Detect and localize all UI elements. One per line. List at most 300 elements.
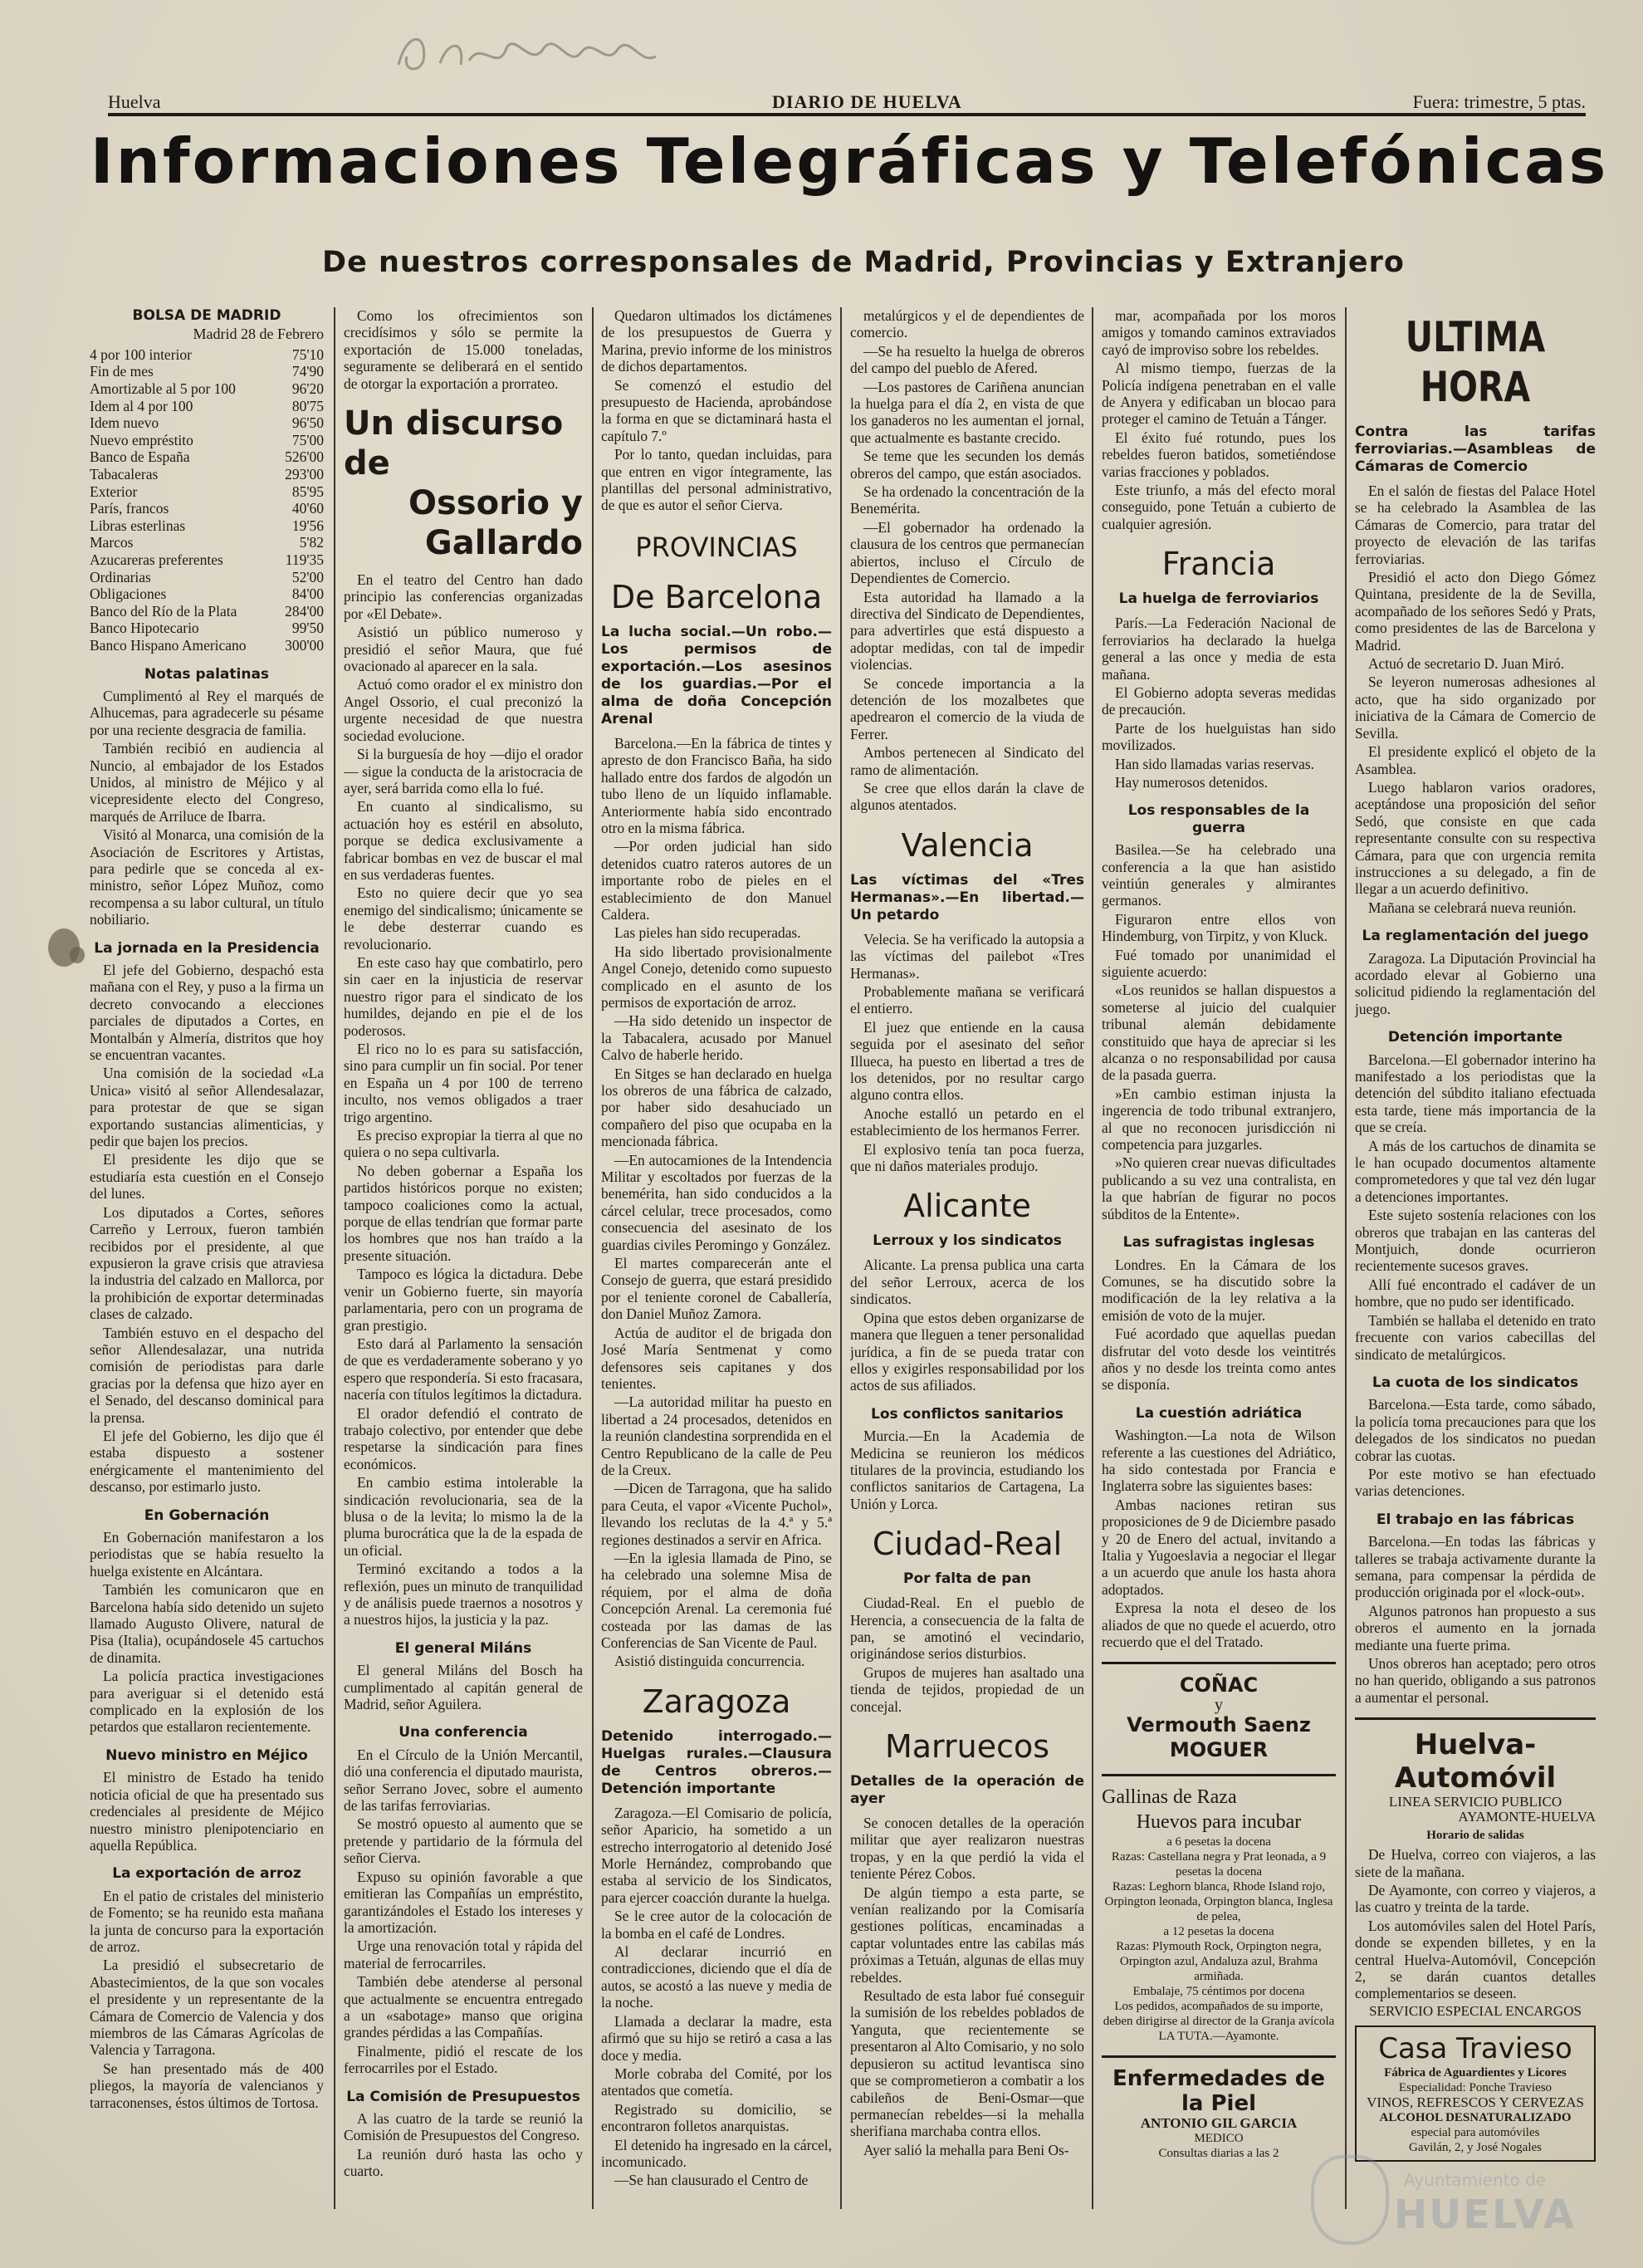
paragraph: En este caso hay que combatirlo, pero sin caer en la injusticia de reservar nuestro rigor para el sindicato de los humildes, dejando en pie el de los poderosos.	[344, 953, 583, 1039]
paragraph: El presidente explicó el objeto de la Asamblea.	[1355, 743, 1596, 777]
paragraph: Grupos de mujeres han asaltado una tienda de tejidos, propiedad de un concejal.	[850, 1663, 1084, 1715]
bolsa-row	[90, 363, 324, 380]
paragraph: No deben gobernar a España los partidos históricos porque no existen; tampoco coaliciones como la actual, porque de ellas tendrían que formar parte los hombres que nos han traído a la presente situación.	[344, 1162, 583, 1264]
paragraph: Al declarar incurrió en contradicciones, diciendo que el día de autos, se acostó a las nueve y media de la noche.	[601, 1943, 832, 2011]
column-rule	[840, 307, 842, 2209]
paragraph: Si la burguesía de hoy —dijo el orador— sigue la conducta de la aristocracia de ayer, será barrida como ella lo fué.	[344, 746, 583, 796]
paragraph: Barcelona.—En la fábrica de tintes y apresto de don Francisco Baña, ha sido hallado entre dos fardos de algodón un tubo lleno de un líquido inflamable. Anteriormente había sido encontrado otro en la misma fábrica.	[601, 734, 832, 836]
paragraph: Los automóviles salen del Hotel París, donde se expenden billetes, y en la central Huelva-Automóvil, Concepción 2, se darán cuantos detalles complementarios se deseen.	[1355, 1917, 1596, 2002]
paragraph: Se comenzó el estudio del presupuesto de Hacienda, aprobándose la forma en que se dictaminará hasta el capítulo 7.º	[601, 376, 832, 444]
headline-alicante: Alicante	[903, 1188, 1031, 1225]
paragraph: De Ayamonte, con correo y viajeros, a las cuatro y treinta de la tarde.	[1355, 1882, 1596, 1916]
column-3	[601, 307, 832, 2217]
paragraph: —Se ha resuelto la huelga de obreros del campo del pueblo de Afered.	[850, 342, 1084, 377]
article-ossorio	[344, 571, 583, 1629]
ad-auto-route: AYAMONTE-HUELVA	[1458, 1809, 1596, 1825]
lead-valencia: Las víctimas del «Tres Hermanas».—En libertad.—Un petardo	[850, 871, 1084, 923]
paragraph: Velecia. Se ha verificado la autopsia a las víctimas del pailebot «Tres Hermanas».	[850, 930, 1084, 982]
paragraph: Unos obreros han aceptado; pero otros no han querido, obligando a sus patronos a aumentar el personal.	[1355, 1655, 1596, 1706]
paragraph: El detenido ha ingresado en la cárcel, incomunicado.	[601, 2136, 832, 2170]
bolsa-name: Libras esterlinas	[90, 517, 186, 534]
lead-marruecos: Detalles de la operación de ayer	[850, 1773, 1084, 1807]
ad-gallinas-sub: Huevos para incubar	[1136, 1811, 1302, 1834]
paragraph: —Por orden judicial han sido detenidos cuatro rateros autores de un importante robo de pieles en el establecimiento de don Manuel Caldera.	[601, 838, 832, 923]
bolsa-name: Azucareras preferentes	[90, 551, 223, 568]
ad-travieso-l5: especial para automóviles	[1411, 2125, 1540, 2139]
paragraph: La presidió el subsecretario de Abastecimientos, de la que son vocales el presidente y un representante de la Cámara de Comercio de Valencia y dos miembros de las Cámaras Agrícolas de Valencia y Tarragona.	[90, 1957, 324, 2059]
article-exportacion-arroz	[90, 1888, 324, 2111]
paragraph: Finalmente, pidió el rescate de los ferrocarriles por el Estado.	[344, 2042, 583, 2077]
article-conferencia	[344, 1746, 583, 2077]
bolsa-value: 75'00	[291, 431, 324, 448]
paragraph: Quedaron ultimados los dictámenes de los presupuestos de Guerra y Marina, previo informe de los ministros de dichos departamentos.	[601, 307, 832, 375]
heading-general-milans: El general Miláns	[394, 1639, 532, 1657]
column-rule	[1345, 307, 1347, 2209]
paragraph: Barcelona.—En todas las fábricas y talleres se trabaja activamente durante la semana, para compensar la pérdida de producción originada por el «lock-out».	[1355, 1533, 1596, 1601]
ad-line: Embalaje, 75 céntimos por docena	[1132, 1985, 1305, 1999]
bolsa-name: Banco Hispano Americano	[90, 636, 247, 654]
paragraph: Barcelona.—Esta tarde, como sábado, la policía toma precauciones para que los delegados de los sindicatos no puedan cobrar las cuotas.	[1355, 1396, 1596, 1464]
paragraph: A más de los cartuchos de dinamita se le han ocupado documentos altamente comprometedores y que tal vez dén lugar a detenciones importantes.	[1355, 1137, 1596, 1205]
paragraph: A las cuatro de la tarde se reunió la Comisión de Presupuestos del Congreso.	[344, 2109, 583, 2144]
bolsa-row	[90, 483, 324, 501]
bolsa-name: Banco del Río de la Plata	[90, 602, 237, 620]
column-4	[850, 307, 1084, 2217]
masthead-title: Informaciones Telegráficas y Telefónicas	[90, 125, 1609, 198]
article-general-milans	[344, 1662, 583, 1712]
ad-conac-line1: COÑAC	[1179, 1673, 1259, 1697]
ad-conac-line4: MOGUER	[1169, 1738, 1269, 1762]
ad-enfermedades-piel	[1102, 2055, 1336, 2161]
header-newspaper-name: DIARIO DE HUELVA	[772, 91, 962, 112]
city-seal-icon	[1311, 2155, 1389, 2245]
bolsa-name: París, francos	[90, 500, 169, 517]
bolsa-value: 40'60	[291, 500, 324, 517]
paragraph: —Los pastores de Cariñena anuncian la huelga para el día 2, en vista de que los ganaderos no les aumentan el jornal, que actualmente es bastante crecido.	[850, 378, 1084, 446]
article-zaragoza-cont	[850, 307, 1084, 814]
bolsa-value: 293'00	[285, 465, 324, 483]
column-2	[344, 307, 583, 2217]
bolsa-value: 99'50	[291, 620, 324, 637]
bolsa-value: 74'90	[291, 363, 324, 380]
paragraph: En Gobernación manifestaron a los periodistas que se había resuelto la huelga existente en Alcántara.	[90, 1529, 324, 1580]
article-exportacion-cont	[344, 307, 583, 392]
paragraph: Actuó de secretario D. Juan Miró.	[1368, 655, 1565, 673]
heading-detencion-importante: Detención importante	[1387, 1029, 1563, 1046]
paragraph: Asistió un público numeroso y presidió el señor Maura, que fué ovacionado al aparecer en la sala.	[344, 624, 583, 675]
headline-discurso-line1: Un discurso de	[344, 404, 564, 483]
headline-francia: Francia	[1161, 546, 1276, 583]
header-rule	[108, 113, 1586, 116]
bolsa-row	[90, 466, 324, 483]
bolsa-value: 75'10	[291, 345, 324, 363]
column-rule	[1092, 307, 1093, 2209]
paragraph: Murcia.—En la Academia de Medicina se reunieron los médicos titulares de la provincia, estudiando los conflictos sanitarios de Cartagena, La Unión y Lorca.	[850, 1428, 1084, 1512]
watermark-top: Ayuntamiento de	[1404, 2170, 1547, 2190]
ad-piel-name: ANTONIO GIL GARCIA	[1140, 2115, 1298, 2132]
paragraph: Al mismo tiempo, fuerzas de la Policía indígena penetraban en el valle de Anyera y edificaban un blocao para proteger el camino de Tetuán a Tánger.	[1102, 360, 1336, 428]
headline-barcelona: De Barcelona	[610, 578, 823, 615]
paragraph: »En cambio estiman injusta la ingerencia de todo tribunal extranjero, al que no reconocen jurisdicción ni competencia para juzgarles.	[1102, 1085, 1336, 1154]
paragraph: —El gobernador ha ordenado la clausura de los centros que permanecían abiertos, incluso el Círculo de Dependientes de Comercio.	[850, 518, 1084, 587]
bolsa-value: 5'82	[299, 534, 324, 551]
heading-conferencia: Una conferencia	[399, 1724, 528, 1741]
paragraph: Actuó como orador el ex ministro don Angel Ossorio, el cual preconizó la urgente necesidad de que nuestra sociedad evolucione.	[344, 676, 583, 744]
paragraph: Esta autoridad ha llamado a la directiva del Sindicato de Dependientes, para advertirles que está dispuesto a adoptar medidas, con tal de impedir violencias.	[850, 588, 1084, 674]
heading-conflictos-sanitarios: Los conflictos sanitarios	[871, 1405, 1064, 1423]
bolsa-title: BOLSA DE MADRID	[132, 307, 281, 324]
bolsa-value: 80'75	[291, 397, 324, 414]
heading-comision-presupuestos: La Comisión de Presupuestos	[346, 2088, 580, 2105]
paragraph: Se teme que les secunden los demás obreros del campo, que están asociados.	[850, 448, 1084, 482]
bolsa-row	[90, 603, 324, 620]
heading-cuota-sindicatos: La cuota de los sindicatos	[1372, 1374, 1579, 1391]
ad-piel-hours: Consultas diarias a las 2	[1158, 2147, 1279, 2161]
paragraph: mar, acompañada por los moros amigos y tomando caminos extraviados cayó de improviso sobre los rebeldes.	[1102, 307, 1336, 358]
bolsa-row	[90, 620, 324, 637]
bolsa-date: Madrid 28 de Febrero	[193, 326, 324, 343]
paragraph: También debe atenderse al personal que actualmente se encuentra entregado a un «sabotage» manso que origina grandes pérdidas a las Compañías.	[344, 1973, 583, 2041]
paragraph: Actúa de auditor el de brigada don José María Sentmenat y como defensores seis capitanes y dos tenientes.	[601, 1324, 832, 1392]
paragraph: Basilea.—Se ha celebrado una conferencia a la que han asistido veintiún generales y almirantes germanos.	[1102, 841, 1336, 909]
ad-piel-role: MEDICO	[1194, 2132, 1244, 2146]
paragraph: También recibió en audiencia al Nuncio, al embajador de los Estados Unidos, al ministro de Méjico y al vicepresidente electo del Congreso, marqués de Arriluce de Ibarra.	[90, 740, 324, 825]
heading-trabajo-fabricas: El trabajo en las fábricas	[1376, 1511, 1575, 1528]
paragraph: metalúrgicos y el de dependientes de comercio.	[850, 307, 1084, 341]
paragraph: Fué tomado por unanimidad el siguiente acuerdo:	[1102, 946, 1336, 980]
paragraph: Como los ofrecimientos son crecidísimos y sólo se permite la exportación de 15.000 toneladas, seguramente se deliberará en el sentido de otorgar la exportación a prorrateo.	[344, 307, 583, 392]
bolsa-value: 85'95	[291, 483, 324, 500]
ad-auto-title: Huelva-Automóvil	[1394, 1728, 1557, 1795]
article-marruecos-cont	[1102, 307, 1336, 532]
paragraph: El explosivo tenía tan poca fuerza, que ni daños materiales produjo.	[850, 1140, 1084, 1175]
heading-ministro-mejico: Nuevo ministro en Méjico	[105, 1746, 308, 1764]
paragraph: Ciudad-Real. En el pueblo de Herencia, a consecuencia de la falta de pan, se amotinó el vecindario, originándose serios disturbios.	[850, 1594, 1084, 1663]
bolsa-value: 526'00	[285, 448, 324, 466]
paragraph: Se concede importancia a la detención de los mozalbetes que apedrearon el comercio de la viuda de Ferrer.	[850, 674, 1084, 742]
heading-jornada-presidencia: La jornada en la Presidencia	[94, 939, 320, 957]
bolsa-row	[90, 346, 324, 364]
paragraph: En cuanto al sindicalismo, su actuación hoy es estéril en absoluto, porque se dedica exclusivamente a fabricar bombas en vez de buscar el mal en sus verdaderas fuentes.	[344, 798, 583, 883]
ad-travieso-title: Casa Travieso	[1378, 2031, 1572, 2065]
watermark-text: HUELVA	[1394, 2192, 1576, 2238]
article-barcelona	[601, 735, 832, 1670]
paragraph: Visitó al Monarca, una comisión de la Asociación de Escritores y Artistas, para pedirle que se conceda al ex-ministro, señor López Muñoz, como recompensa a su labor cultural, un título nobiliario.	[90, 826, 324, 928]
ad-conac-line3: Vermouth Saenz	[1127, 1713, 1311, 1737]
bolsa-value: 84'00	[291, 585, 324, 603]
paragraph: El rico no lo es para su satisfacción, sino para cumplir un fin social. Por tener en España un 4 por 100 de terreno inculto, nos vemos obligados a traer trigo argentino.	[344, 1041, 583, 1125]
heading-gobernacion: En Gobernación	[144, 1506, 270, 1524]
heading-reglamentacion-juego: La reglamentación del juego	[1362, 928, 1589, 945]
paragraph: Por este motivo se han efectuado varias detenciones.	[1355, 1465, 1596, 1500]
ad-gallinas-lines	[1102, 1834, 1336, 2044]
article-notas-palatinas	[90, 688, 324, 928]
bolsa-row	[90, 414, 324, 432]
paragraph: El jefe del Gobierno, les dijo que él estaba dispuesto a sostener enérgicamente el mantenimiento del descanso, por estimarlo justo.	[90, 1427, 324, 1496]
ad-line: a 6 pesetas la docena	[1166, 1835, 1271, 1849]
heading-responsables-guerra: Los responsables de la guerra	[1127, 802, 1310, 836]
ad-travieso-l1: Fábrica de Aguardientes y Licores	[1384, 2065, 1567, 2079]
paragraph: Se leyeron numerosas adhesiones al acto, que ha sido organizado por iniciativa de la Cámara de Comercio de Sevilla.	[1355, 674, 1596, 742]
article-presupuestos-cont	[601, 307, 832, 514]
article-ministro-mejico	[90, 1769, 324, 1854]
paragraph: —Dicen de Tarragona, que ha salido para Ceuta, el vapor «Vicente Puchol», llevando los reclutas de la 4.ª y 5.ª regiones destinados a servir en Africa.	[601, 1480, 832, 1548]
bolsa-name: 4 por 100 interior	[90, 345, 192, 363]
article-conflictos-sanitarios	[850, 1428, 1084, 1512]
header-subscription-price: Fuera: trimestre, 5 ptas.	[1412, 91, 1586, 112]
article-jornada-presidencia	[90, 962, 324, 1496]
paragraph: »No quieren crear nuevas dificultades publicando a su vez una contralista, en la que habrían de figurar no pocos súbditos de la Entente».	[1102, 1154, 1336, 1222]
paragraph: Tampoco es lógica la dictadura. Debe venir un Gobierno fuerte, sin mayoría parlamentaria, pero con un programa de gran prestigio.	[344, 1266, 583, 1334]
bolsa-name: Marcos	[90, 534, 134, 551]
paragraph: Una comisión de la sociedad «La Unica» visitó al señor Allendesalazar, para protestar de que se sigan exportando sustancias alimenticias, y pedir que bajen los precios.	[90, 1065, 324, 1150]
paragraph: Alicante. La prensa publica una carta del señor Lerroux, acerca de los sindicatos.	[850, 1256, 1084, 1308]
ad-huelva-automovil	[1355, 1717, 1596, 2019]
paragraph: Los diputados a Cortes, señores Carreño y Lerroux, fueron también recibidos por el presidente, al que expusieron la grave crisis que atraviesa la industria del calzado en Mallorca, por la prohibición de exportar determinadas clases de calzado.	[90, 1203, 324, 1323]
paragraph: Es preciso expropiar la tierra al que no quiera o no sepa cultivarla.	[344, 1127, 583, 1161]
section-provincias: PROVINCIAS	[635, 531, 798, 563]
paragraph: Presidió el acto don Diego Gómez Quintana, presidente de la de Sevilla, acompañado de los señores Sedó y Prats, como presidentes de las de Barcelona y Madrid.	[1355, 569, 1596, 654]
bolsa-row	[90, 551, 324, 569]
ad-travieso-l6: Gavilán, 2, y José Nogales	[1409, 2140, 1542, 2154]
column-5	[1102, 307, 1336, 2217]
paragraph: La policía practica investigaciones para averiguar si el detenido está complicado en la explosión de los petardos que estallaron recientemente.	[90, 1668, 324, 1736]
bolsa-name: Tabacaleras	[90, 465, 159, 483]
paragraph: El Gobierno adopta severas medidas de precaución.	[1102, 683, 1336, 718]
paragraph: Algunos patronos han propuesto a sus obreros el aumento en la jornada mediante una fuerte prima.	[1355, 1602, 1596, 1653]
bolsa-row	[90, 517, 324, 535]
paragraph: El juez que entiende en la causa seguida por el asesinato del señor Illueca, ha puesto en libertad a tres de los detenidos, por no resultar cargo alguno contra ellos.	[850, 1018, 1084, 1104]
paragraph: En Sitges se han declarado en huelga los obreros de una fábrica de calzado, por haber sido desahuciado un compañero del piso que ocupaba en la mencionada fábrica.	[601, 1065, 832, 1150]
paragraph: Se mostró opuesto al aumento que se pretende y partidario de la fórmula del señor Cierva.	[344, 1815, 583, 1867]
lead-tarifas: Contra las tarifas ferroviarias.—Asambleas de Cámaras de Comercio	[1355, 424, 1596, 475]
paragraph: Terminó excitando a todos a la reflexión, pues un minuto de tranquilidad y de análisis puede traernos a nosotros y a nuestros hijos, la justicia y la paz.	[344, 1560, 583, 1629]
ad-casa-travieso	[1355, 2026, 1596, 2162]
paragraph: El ministro de Estado ha tenido noticia oficial de que ha presentado sus credenciales al presidente de Méjico nuestro ministro plenipotenciario en aquella República.	[90, 1769, 324, 1854]
column-rule	[334, 307, 335, 2209]
article-gobernacion	[90, 1529, 324, 1736]
paragraph: Este sujeto sostenía relaciones con los obreros que trabajan en las canteras del Montjuich, donde ocurrieron recientemente sucesos graves.	[1355, 1207, 1596, 1275]
paragraph: Este triunfo, a más del efecto moral conseguido, pone Tetuán a cubierto de cualquier agresión.	[1102, 482, 1336, 532]
handwritten-signature	[390, 23, 664, 81]
bolsa-value: 96'50	[291, 414, 324, 432]
bolsa-name: Nuevo empréstito	[90, 431, 193, 448]
running-header	[108, 88, 1586, 116]
header-left: Huelva	[108, 91, 161, 112]
bolsa-value: 96'20	[291, 380, 324, 397]
ad-conac-line2: y	[1215, 1696, 1223, 1715]
bolsa-name: Obligaciones	[90, 585, 167, 603]
bolsa-name: Exterior	[90, 483, 138, 500]
paragraph: Asistió distinguida concurrencia.	[614, 1653, 805, 1670]
section-subtitle: De nuestros corresponsales de Madrid, Provincias y Extranjero	[322, 246, 1405, 279]
bolsa-row	[90, 398, 324, 415]
article-cuota-sindicatos	[1355, 1396, 1596, 1499]
paragraph: Esto dará al Parlamento la sensación de que es verdaderamente soberano y yo espero que respondería. Si esto fracasara, nacería con títulos legítimos la dictadura.	[344, 1335, 583, 1403]
paragraph: Zaragoza. La Diputación Provincial ha acordado elevar al Gobierno una solicitud pidiendo la reglamentación del juego.	[1355, 949, 1596, 1017]
paragraph: Expresa la nota el deseo de los aliados de que no quede el acuerdo, otro recuerdo que el del Tratado.	[1102, 1599, 1336, 1651]
paragraph: En el Círculo de la Unión Mercantil, dió una conferencia el diputado maurista, señor Serrano Jovec, sobre el aumento de las tarifas ferroviarias.	[344, 1746, 583, 1815]
paragraph: Expuso su opinión favorable a que emitieran las Compañías un empréstito, garantizándoles el Estado los intereses y la amortización.	[344, 1868, 583, 1936]
article-marruecos	[850, 1815, 1084, 2158]
article-ciudad-real	[850, 1594, 1084, 1715]
heading-cuestion-adriatica: La cuestión adriática	[1135, 1404, 1303, 1422]
paragraph: Londres. En la Cámara de los Comunes, se ha discutido sobre la modificación de la ley relativa a la emisión de voto de la mujer.	[1102, 1256, 1336, 1324]
bolsa-value: 119'35	[285, 551, 324, 568]
paragraph: —En la iglesia llamada de Pino, se ha celebrado una solemne Misa de réquiem, por el alma de doña Concepción Arenal. La ceremonia fué costeada por las damas de las Conferencias de San Vicente de Paul.	[601, 1549, 832, 1651]
paragraph: —La autoridad militar ha puesto en libertad a 24 procesados, detenidos en la reunión clandestina sorprendida en el Centro Republicano de la calle de Peu de la Creux.	[601, 1394, 832, 1478]
paragraph: Zaragoza.—El Comisario de policía, señor Aparicio, ha sometido a un estrecho interrogatorio al detenido José Morle Hernández, comprobando que estaba al servicio de los Sindicatos, para ejercer coacción durante la huelga.	[601, 1804, 832, 1906]
paragraph: El martes comparecerán ante el Consejo de guerra, que estará presidido por el teniente coronel de Caballería, don Daniel Muñoz Zamora.	[601, 1255, 832, 1323]
paragraph: Se ha ordenado la concentración de la Benemérita.	[850, 483, 1084, 517]
paragraph: Registrado su domicilio, se encontraron folletos anarquistas.	[601, 2100, 832, 2135]
bolsa-row	[90, 380, 324, 398]
paragraph: El éxito fué rotundo, pues los rebeldes fueron batidos, sometiéndose varias fracciones y poblados.	[1102, 429, 1336, 480]
bolsa-row	[90, 534, 324, 551]
bolsa-row	[90, 637, 324, 654]
ad-line: a 12 pesetas la docena	[1163, 1925, 1274, 1939]
ad-conac-vermouth	[1102, 1662, 1336, 1762]
paragraph: Figuraron entre ellos von Hindemburg, von Tirpitz, y von Kluck.	[1102, 910, 1336, 945]
paragraph: En el patio de cristales del ministerio de Fomento; se ha reunido esta mañana la junta de concurso para la exportación de arroz.	[90, 1887, 324, 1955]
paragraph: También les comunicaron que en Barcelona había sido detenido un sujeto llamado Augusto Olivere, natural de Pisa (Italia), ocupándosele 45 cartuchos de dinamita.	[90, 1581, 324, 1666]
paragraph: Por lo tanto, quedan incluidas, para que entren en vigor íntegramente, las plantillas del personal administrativo, de que es autor el señor Cierva.	[601, 446, 832, 514]
ad-gallinas	[1102, 1774, 1336, 2044]
article-valencia	[850, 931, 1084, 1175]
headline-discurso-line2: Ossorio y Gallardo	[408, 484, 583, 563]
paragraph: Han sido llamadas varias reservas.	[1115, 755, 1315, 772]
ad-auto-sub: Horario de salidas	[1426, 1829, 1524, 1843]
paragraph: —Se han clausurado el Centro de	[614, 2172, 809, 2189]
heading-exportacion-arroz: La exportación de arroz	[112, 1865, 301, 1883]
bolsa-row	[90, 500, 324, 517]
paragraph: —En autocamiones de la Intendencia Militar y escoltados por fuerzas de la benemérita, han sido conducidos a la cárcel celular, trece procesados, como consecuencia del asesinato de los guardias civiles Peromingo y González.	[601, 1151, 832, 1253]
paragraph: El general Miláns del Bosch ha cumplimentado al capitán general de Madrid, señor Aguilera.	[344, 1662, 583, 1713]
headline-zaragoza: Zaragoza	[642, 1683, 791, 1720]
ad-travieso-l3: VINOS, REFRESCOS Y CERVEZAS	[1367, 2094, 1584, 2110]
bolsa-name: Idem nuevo	[90, 414, 159, 432]
paragraph: Washington.—La nota de Wilson referente a las cuestiones del Adriático, ha sido contestada por Francia e Inglaterra sobre las siguientes bases:	[1102, 1427, 1336, 1495]
bolsa-value: 300'00	[285, 636, 324, 654]
article-sufragistas	[1102, 1256, 1336, 1394]
paragraph: Parte de los huelguistas han sido movilizados.	[1102, 719, 1336, 754]
bolsa-name: Banco de España	[90, 448, 190, 466]
article-trabajo-fabricas	[1355, 1533, 1596, 1706]
paragraph: Esto no quiere decir que yo sea enemigo del sindicalismo; únicamente se le debe desterrar cuando es revolucionario.	[344, 884, 583, 953]
bolsa-value: 52'00	[291, 568, 324, 585]
bolsa-name: Ordinarias	[90, 568, 151, 585]
article-zaragoza	[601, 1805, 832, 2189]
bolsa-value: 19'56	[291, 517, 324, 534]
paragraph: También se hallaba el detenido en trato frecuente con varios cabecillas del sindicato de metalúrgicos.	[1355, 1311, 1596, 1363]
paragraph: Resultado de esta labor fué conseguir la sumisión de los rebeldes poblados de Yanguta, que recientemente se presentaron al Alto Comisario, y no solo depusieron su actitud levantisca sino que se comprometieron a combatir a los cabileños de Beni-Osmar—que permanecían rebeldes—si la mehalla sherifiana marchaba contra ellos.	[850, 1987, 1084, 2140]
paragraph: Se han presentado más de 400 pliegos, la mayoría de valencianos y tarraconenses, éstos últimos de Tortosa.	[90, 2060, 324, 2111]
bolsa-row	[90, 569, 324, 586]
article-francia	[1102, 615, 1336, 791]
article-cuestion-adriatica	[1102, 1427, 1336, 1650]
ad-line: Razas: Plymouth Rock, Orpington negra, Orpington azul, Andaluza azul, Brahma armiñada.	[1116, 1940, 1322, 1984]
ad-piel-title: Enfermedades de la Piel	[1112, 2066, 1325, 2117]
paragraph: De algún tiempo a esta parte, se venían realizando por la Comisaría gestiones políticas, encaminadas a captar voluntades entre las cabilas más próximas a Tetuán, algunas de ellas muy rebeldes.	[850, 1883, 1084, 1986]
headline-ultima-hora: ULTIMA HORA	[1405, 313, 1546, 411]
paragraph: También estuvo en el despacho del señor Allendesalazar, una nutrida comisión de periodistas para darle gracias por la defensa que hizo ayer en el Senado, del descanso dominical para la prensa.	[90, 1324, 324, 1426]
paragraph: Probablemente mañana se verificará el entierro.	[850, 983, 1084, 1017]
paragraph: Cumplimentó al Rey el marqués de Alhucemas, para agradecerle su pésame por una reciente desgracia de familia.	[90, 687, 324, 738]
paragraph: El presidente les dijo que se estudiaría esta cuestión en el Consejo del lunes.	[90, 1151, 324, 1203]
bolsa-name: Idem al 4 por 100	[90, 397, 193, 414]
paragraph: El orador defendió el contrato de trabajo colectivo, por entender que debe respetarse la sindicación para fines económicos.	[344, 1404, 583, 1472]
headline-marruecos: Marruecos	[884, 1728, 1050, 1765]
ad-gallinas-title: Gallinas de Raza	[1102, 1786, 1237, 1809]
bolsa-name: Banco Hipotecario	[90, 620, 199, 637]
article-detencion-importante	[1355, 1051, 1596, 1363]
paragraph: En cambio estima intolerable la sindicación revolucionaria, sea de la blusa o de la levita; lo mismo la de la pluma burocrática que la de la espada de un oficial.	[344, 1474, 583, 1559]
paragraph: Ambas naciones retiran sus proposiciones de 9 de Diciembre pasado y 20 de Enero del actual, invitando a Italia y Yugoeslavia a negociar el llegar a un acuerdo que anule los hasta ahora adoptados.	[1102, 1496, 1336, 1598]
heading-sufragistas: Las sufragistas inglesas	[1122, 1234, 1315, 1252]
ad-auto-text	[1355, 1846, 1596, 2002]
paragraph: —Ha sido detenido un inspector de la Tabacalera, acusado por Manuel Calvo de haberle herido.	[601, 1012, 832, 1064]
bolsa-row	[90, 585, 324, 603]
article-tarifas	[1355, 483, 1596, 916]
paragraph: De Huelva, correo con viajeros, a las siete de la mañana.	[1355, 1846, 1596, 1880]
lead-barcelona: La lucha social.—Un robo.—Los permisos de exportación.—Los asesinos de los guardias.—Por el alma de doña Concepción Arenal	[601, 623, 832, 727]
ad-line: Razas: Castellana negra y Prat leonada, a 9 pesetas la docena	[1111, 1850, 1327, 1879]
paragraph: Morle cobraba del Comité, por los atentados que cometía.	[601, 2065, 832, 2099]
paragraph: Fué acordado que aquellas puedan disfrutar del voto desde los veintitrés años y no desde los treinta como antes se disponía.	[1102, 1325, 1336, 1394]
paragraph: Anoche estalló un petardo en el establecimiento de los hermanos Ferrer.	[850, 1105, 1084, 1139]
paragraph: Allí fué encontrado el cadáver de un hombre, que no pudo ser identificado.	[1355, 1276, 1596, 1310]
bolsa-table	[90, 346, 324, 654]
paragraph: En el teatro del Centro han dado principio las conferencias organizadas por «El Debate».	[344, 571, 583, 622]
article-comision-presupuestos	[344, 2110, 583, 2180]
paragraph: Ambos pertenecen al Sindicato del ramo de alimentación.	[850, 744, 1084, 778]
column-1	[90, 307, 324, 2217]
article-reglamentacion-juego	[1355, 950, 1596, 1018]
article-alicante	[850, 1256, 1084, 1394]
ink-stain	[70, 947, 85, 963]
headline-valencia: Valencia	[901, 826, 1034, 864]
ad-travieso-l2: Especialidad: Ponche Travieso	[1398, 2080, 1553, 2094]
paragraph: «Los reunidos se hallan dispuestos a someterse al juicio del cualquier tribunal alemán debidamente constituido que haya de apreciar si les alcanza o no responsabilidad por causa de la pasada guerra.	[1102, 982, 1336, 1084]
ad-travieso-l4: ALCOHOL DESNATURALIZADO	[1379, 2110, 1572, 2124]
bolsa-row	[90, 432, 324, 449]
paragraph: La reunión duró hasta las ocho y cuarto.	[344, 2145, 583, 2180]
headline-ciudad-real: Ciudad-Real	[872, 1526, 1063, 1563]
ad-line: Razas: Leghorn blanca, Rhode Island rojo, Orpington leonada, Orpington blanca, Inglesa de pelea,	[1104, 1880, 1333, 1924]
paragraph: En el salón de fiestas del Palace Hotel se ha celebrado la Asamblea de las Cámaras de Comercio, para tratar del proyecto de elevación de las tarifas ferroviarias.	[1355, 483, 1596, 567]
paragraph: Llamada a declarar la madre, esta afirmó que su hijo se retiró a casa a las doce y media.	[601, 2012, 832, 2064]
paragraph: Las pieles han sido recuperadas.	[614, 924, 801, 942]
archive-watermark	[1294, 2152, 1593, 2243]
bolsa-name: Fin de mes	[90, 363, 154, 380]
paragraph: Mañana se celebrará nueva reunión.	[1368, 899, 1577, 916]
lead-alicante: Lerroux y los sindicatos	[873, 1232, 1062, 1250]
column-rule	[592, 307, 594, 2209]
paragraph: Opina que estos deben organizarse de manera que lleguen a tener personalidad jurídica, a fin de se pueda tratar con ellos y exigirles responsabilidad por los actos de sus afiliados.	[850, 1309, 1084, 1394]
heading-notas-palatinas: Notas palatinas	[144, 665, 270, 683]
paragraph: Ha sido libertado provisionalmente Angel Conejo, detenido como supuesto complicado en el asunto de los permisos de exportación de arroz.	[601, 943, 832, 1011]
paragraph: París.—La Federación Nacional de ferroviarios ha declarado la huelga general a las once y media de esta mañana.	[1102, 615, 1336, 683]
ad-auto-footer: SERVICIO ESPECIAL ENCARGOS	[1369, 2002, 1582, 2019]
paragraph: Hay numerosos detenidos.	[1115, 773, 1269, 791]
column-6	[1355, 307, 1596, 2217]
article-responsables-guerra	[1102, 841, 1336, 1222]
lead-zaragoza: Detenido interrogado.—Huelgas rurales.—Clausura de Centros obreros.—Detención importante	[601, 1727, 832, 1797]
paragraph: Ayer salió la mehalla para Beni Os-	[863, 2141, 1069, 2158]
ad-auto-line: LINEA SERVICIO PUBLICO	[1388, 1794, 1562, 1810]
paragraph: Luego hablaron varios oradores, aceptándose una proposición del señor Sedó, que consiste en que cada representante consulte con su respectiva Cámara, para que con urgencia remita instrucciones a su delegado, a fin de llegar a un acuerdo definitivo.	[1355, 778, 1596, 898]
paragraph: El jefe del Gobierno, despachó esta mañana con el Rey, y puso a la firma un decreto convocando a elecciones parciales de diputados a Cortes, en Montalbán y Almería, distritos que hoy se encuentran vacantes.	[90, 962, 324, 1064]
